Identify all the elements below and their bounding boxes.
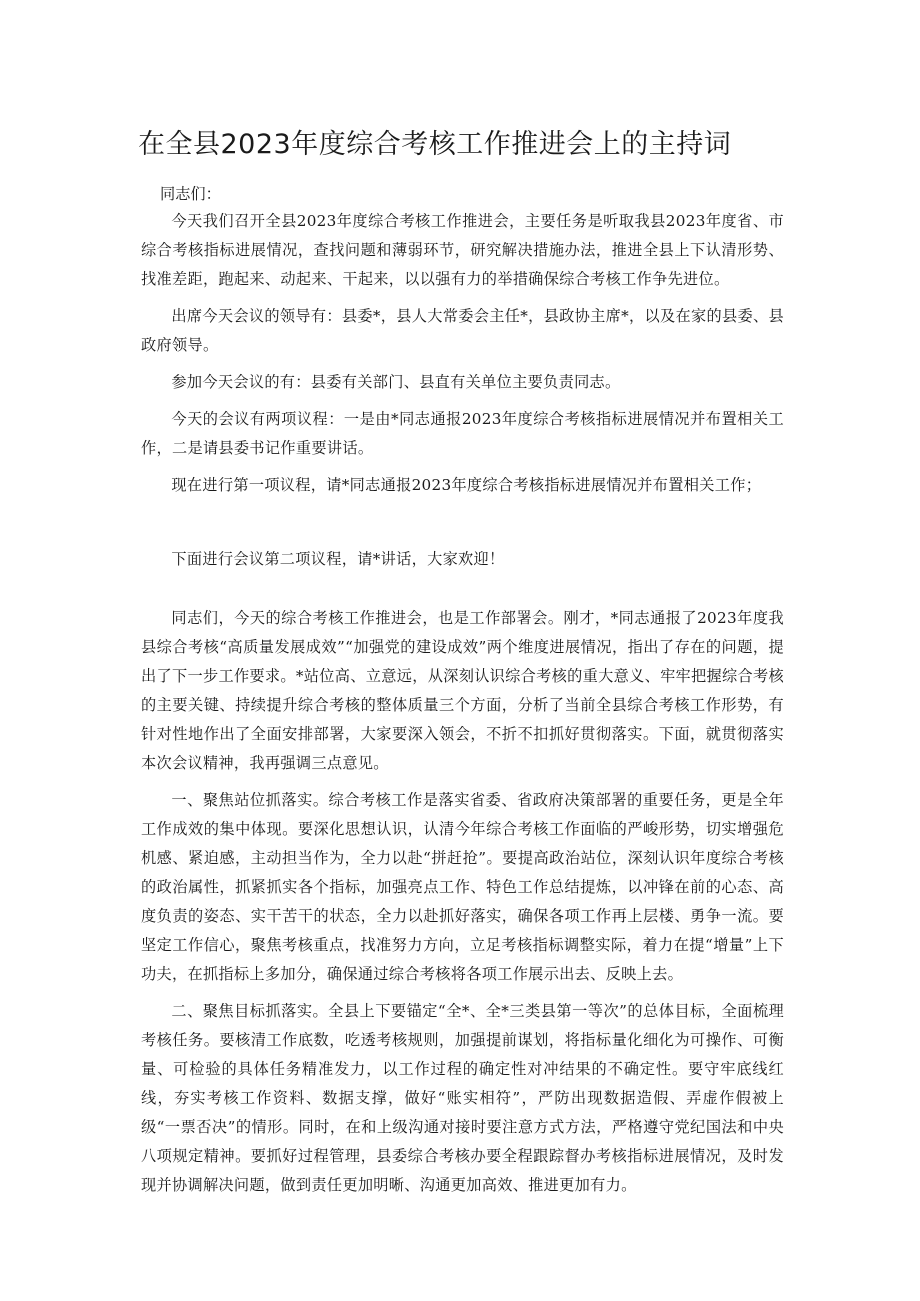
paragraph-second-item: 下面进行会议第二项议程，请*讲话，大家欢迎！ [171, 550, 505, 568]
paragraph-first-item: 现在进行第一项议程，请*同志通报2023年度综合考核指标进展情况并布置相关工作； [171, 476, 762, 494]
paragraph-attending-leaders: 出席今天会议的领导有：县委*，县人大常委会主任*，县政协主席*，以及在家的县委、县政府领导。 [141, 307, 784, 354]
second-item-section [141, 545, 784, 582]
paragraph-summary: 同志们，今天的综合考核工作推进会，也是工作部署会。刚才，*同志通报了2023年度我县综合考核“高质量发展成效”“加强党的建设成效”两个维度进展情况，指出了存在的问题，提出了下一步工作要求。*站位高、立意远，从深刻认识综合考核的重大意义、牢牢把握综合考核的主要关键、持续提升综合考核的整体质量三个方面，分析了当前全县综合考核工作形势，有针对性地作出了全面安排部署，大家要深入领会，不折不扣抓好贯彻落实。下面，就贯彻落实本次会议精神，我再强调三点意见。 [141, 609, 784, 772]
document-title: 在全县2023年度综合考核工作推进会上的主持词 [138, 129, 732, 160]
closing-remarks-section [141, 604, 784, 1208]
paragraph-point-two: 二、聚焦目标抓落实。全县上下要锚定“全*、全*三类县第一等次”的总体目标，全面梳理考核任务。要核清工作底数，吃透考核规则，加强提前谋划，将指标量化细化为可操作、可衡量、可检验的具体任务精准发力，以工作过程的确定性对冲结果的不确定性。要守牢底线红线，夯实考核工作资料、数据支撑，做好“账实相符”，严防出现数据造假、弄虚作假被上级“一票否决”的情形。同时，在和上级沟通对接时要注意方式方法，严格遵守党纪国法和中央八项规定精神。要抓好过程管理，县委综合考核办要全程跟踪督办考核指标进展情况，及时发现并协调解决问题，做到责任更加明晰、沟通更加高效、推进更加有力。 [141, 1002, 784, 1194]
salutation: 同志们： [160, 185, 221, 203]
paragraph-participants: 参加今天会议的有：县委有关部门、县直有关单位主要负责同志。 [171, 373, 621, 391]
paragraph-agenda: 今天的会议有两项议程：一是由*同志通报2023年度综合考核指标进展情况并布置相关工作，二是请县委书记作重要讲话。 [141, 410, 784, 457]
opening-section [141, 207, 784, 508]
paragraph-purpose: 今天我们召开全县2023年度综合考核工作推进会，主要任务是听取我县2023年度省、市综合考核指标进展情况，查找问题和薄弱环节，研究解决措施办法，推进全县上下认清形势、找准差距，跑起来、动起来、干起来，以以强有力的举措确保综合考核工作争先进位。 [141, 212, 784, 288]
paragraph-point-one: 一、聚焦站位抓落实。综合考核工作是落实省委、省政府决策部署的重要任务，更是全年工作成效的集中体现。要深化思想认识，认清今年综合考核工作面临的严峻形势，切实增强危机感、紧迫感，主动担当作为，全力以赴“拼赶抢”。要提高政治站位，深刻认识年度综合考核的政治属性，抓紧抓实各个指标，加强亮点工作、特色工作总结提炼，以冲锋在前的心态、高度负责的姿态、实干苦干的状态，全力以赴抓好落实，确保各项工作再上层楼、勇争一流。要坚定工作信心，聚焦考核重点，找准努力方向，立足考核指标调整实际，着力在提“增量”上下功夫，在抓指标上多加分，确保通过综合考核将各项工作展示出去、反映上去。 [141, 791, 784, 983]
